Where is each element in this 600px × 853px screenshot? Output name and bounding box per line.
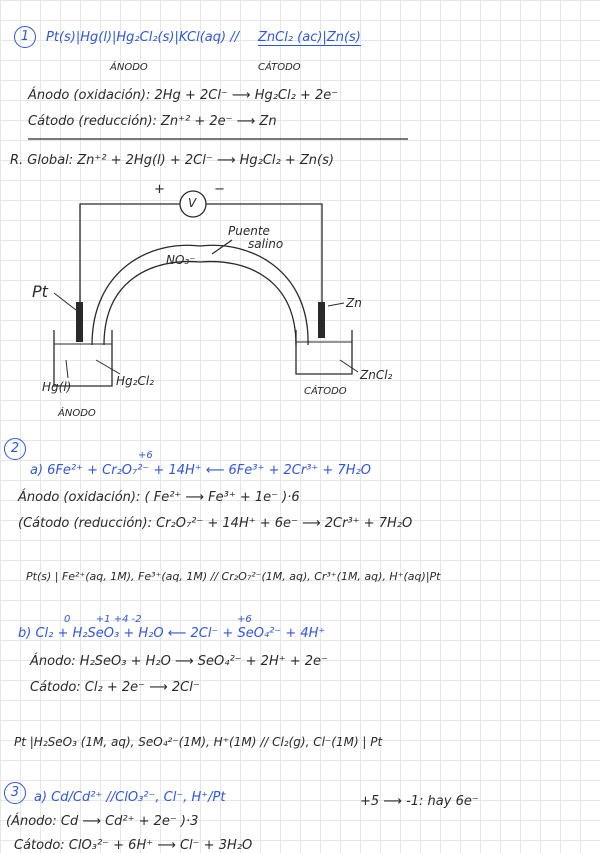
- label-anodo-top: ÁNODO: [110, 62, 148, 73]
- label-salt-ion: NO₃⁻: [166, 253, 196, 267]
- cell-notation-1-left: Pt(s)|Hg(l)|Hg₂Cl₂(s)|KCl(aq) //: [46, 30, 239, 45]
- section-number-1: 1: [14, 26, 36, 48]
- label-zn: Zn: [346, 296, 362, 310]
- cell-notation-1-right: ZnCl₂ (ac)|Zn(s): [258, 30, 361, 45]
- cell-notation-3a: a) Cd/Cd²⁺ //ClO₃²⁻, Cl⁻, H⁺/Pt: [34, 790, 226, 805]
- equation-2b: b) Cl₂ + H₂SeO₃ + H₂O ⟵ 2Cl⁻ + SeO₄²⁻ + 4H⁺: [18, 626, 326, 641]
- oxidation-state-cr: +6: [138, 450, 153, 461]
- label-catodo-diagram: CÁTODO: [304, 386, 347, 397]
- polarity-plus: +: [154, 182, 165, 197]
- anodo-halfreaction-2a: Ánodo (oxidación): ( Fe²⁺ ⟶ Fe³⁺ + 1e⁻ )·6: [18, 490, 300, 505]
- label-hg: Hg(l): [42, 380, 72, 394]
- voltmeter-label: V: [188, 196, 197, 210]
- equation-2a: a) 6Fe²⁺ + Cr₂O₇²⁻ + 14H⁺ ⟵ 6Fe³⁺ + 2Cr³⁺ + 7H₂O: [30, 463, 371, 478]
- oxidation-states-2b: 0 +1 +4 -2 +6: [64, 614, 252, 625]
- label-hg2cl2: Hg₂Cl₂: [116, 374, 154, 388]
- anodo-halfreaction-1: Ánodo (oxidación): 2Hg + 2Cl⁻ ⟶ Hg₂Cl₂ + 2e⁻: [28, 88, 339, 103]
- catodo-halfreaction-2b: Cátodo: Cl₂ + 2e⁻ ⟶ 2Cl⁻: [30, 680, 200, 695]
- label-puente: Puente: [228, 224, 270, 238]
- cell-notation-2a: Pt(s) | Fe²⁺(aq, 1M), Fe³⁺(aq, 1M) // Cr₂O₇²⁻(1M, aq), Cr³⁺(1M, aq), H⁺(aq)|Pt: [26, 570, 441, 583]
- label-pt: Pt: [32, 282, 48, 301]
- anodo-halfreaction-2b: Ánodo: H₂SeO₃ + H₂O ⟶ SeO₄²⁻ + 2H⁺ + 2e⁻: [30, 654, 328, 669]
- global-reaction-1: R. Global: Zn⁺² + 2Hg(l) + 2Cl⁻ ⟶ Hg₂Cl₂ + Zn(s): [10, 153, 334, 168]
- catodo-halfreaction-1: Cátodo (reducción): Zn⁺² + 2e⁻ ⟶ Zn: [28, 114, 277, 129]
- label-anodo-diagram: ÁNODO: [58, 408, 96, 419]
- note-electrons-3a: +5 ⟶ -1: hay 6e⁻: [360, 794, 479, 809]
- label-zncl2: ZnCl₂: [360, 368, 393, 382]
- label-salino: salino: [248, 237, 284, 251]
- catodo-halfreaction-2a: (Cátodo (reducción): Cr₂O₇²⁻ + 14H⁺ + 6e⁻ ⟶ 2Cr³⁺ + 7H₂O: [18, 516, 413, 531]
- polarity-minus: −: [214, 182, 225, 197]
- anodo-halfreaction-3a: (Ánodo: Cd ⟶ Cd²⁺ + 2e⁻ )·3: [6, 814, 199, 829]
- section-number-2: 2: [4, 438, 26, 460]
- catodo-halfreaction-3a: Cátodo: ClO₃²⁻ + 6H⁺ ⟶ Cl⁻ + 3H₂O: [14, 838, 253, 853]
- section-number-3: 3: [4, 782, 26, 804]
- label-catodo-top: CÁTODO: [258, 62, 301, 73]
- cell-notation-2b: Pt |H₂SeO₃ (1M, aq), SeO₄²⁻(1M), H⁺(1M) // Cl₂(g), Cl⁻(1M) | Pt: [14, 735, 383, 749]
